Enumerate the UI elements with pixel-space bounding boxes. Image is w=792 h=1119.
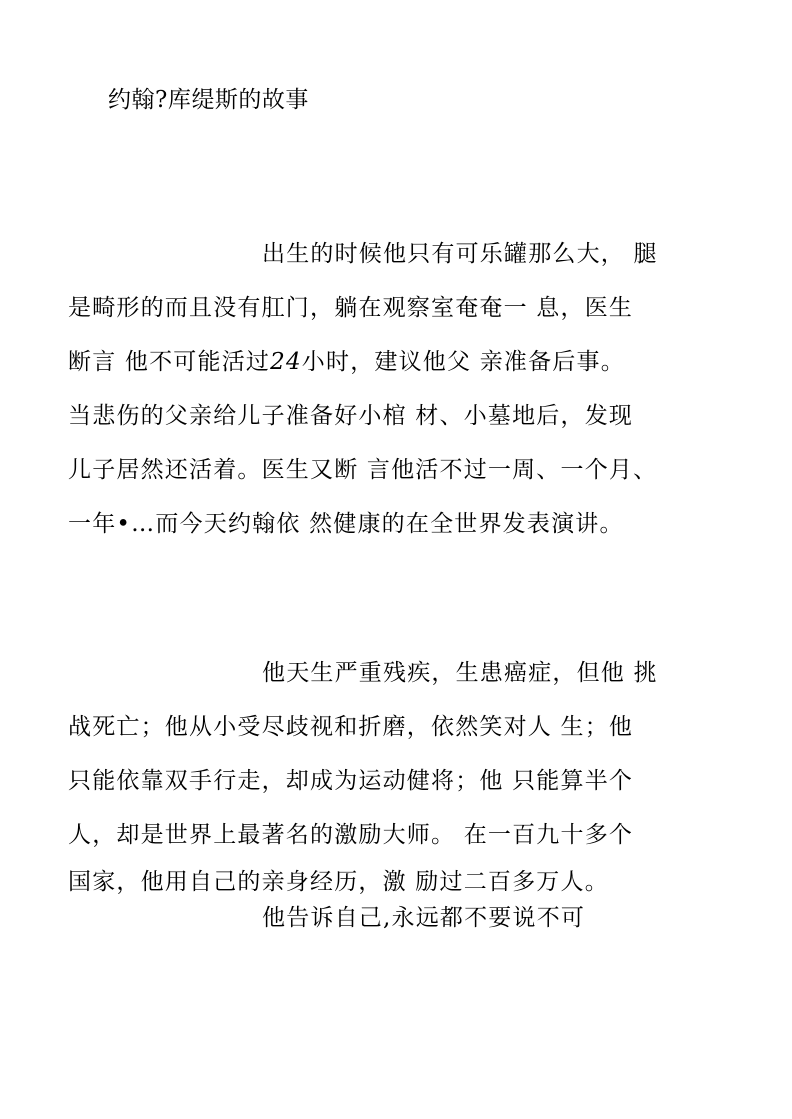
paragraph-1-line-6: 一年•…而今天约翰依 然健康的在全世界发表演讲。 [68, 511, 624, 537]
paragraph-1-line-4: 当悲伤的父亲给儿子准备好小棺 材、小墓地后，发现 [68, 403, 634, 429]
paragraph-1-line-2: 是畸形的而且没有肛门，躺在观察室奄奄一 息，医生 [68, 295, 634, 321]
paragraph-2-line-3: 只能依靠双手行走，却成为运动健将；他 只能算半个 [68, 768, 634, 794]
document-title: 约翰?库缇斯的故事 [108, 87, 309, 113]
paragraph-1-line-5: 儿子居然还活着。医生又断 言他活不过一周、一个月、 [68, 457, 658, 483]
hours-number: 24 [270, 349, 302, 375]
paragraph-2-line-4: 人，却是世界上最著名的激励大师。 在一百九十多个 [68, 822, 634, 848]
paragraph-2-line-5: 国家，他用自己的亲身经历，激 励过二百多万人。 [68, 869, 609, 895]
paragraph-2-line-2: 战死亡；他从小受尽歧视和折磨，依然笑对人 生；他 [68, 714, 634, 740]
paragraph-2-line-1: 他天生严重残疾，生患癌症，但他 挑 [262, 660, 658, 686]
paragraph-1-line-3 [68, 346, 625, 378]
paragraph-1-line-1: 出生的时候他只有可乐罐那么大， 腿 [262, 241, 658, 267]
paragraph-2-line-6: 他告诉自己,永远都不要说不可 [262, 905, 586, 931]
paragraph-1-line-3-part-1: 断言 他不可能活过 [68, 349, 271, 375]
paragraph-1-line-3-part-2: 小时，建议他父 亲准备后事。 [301, 349, 625, 375]
